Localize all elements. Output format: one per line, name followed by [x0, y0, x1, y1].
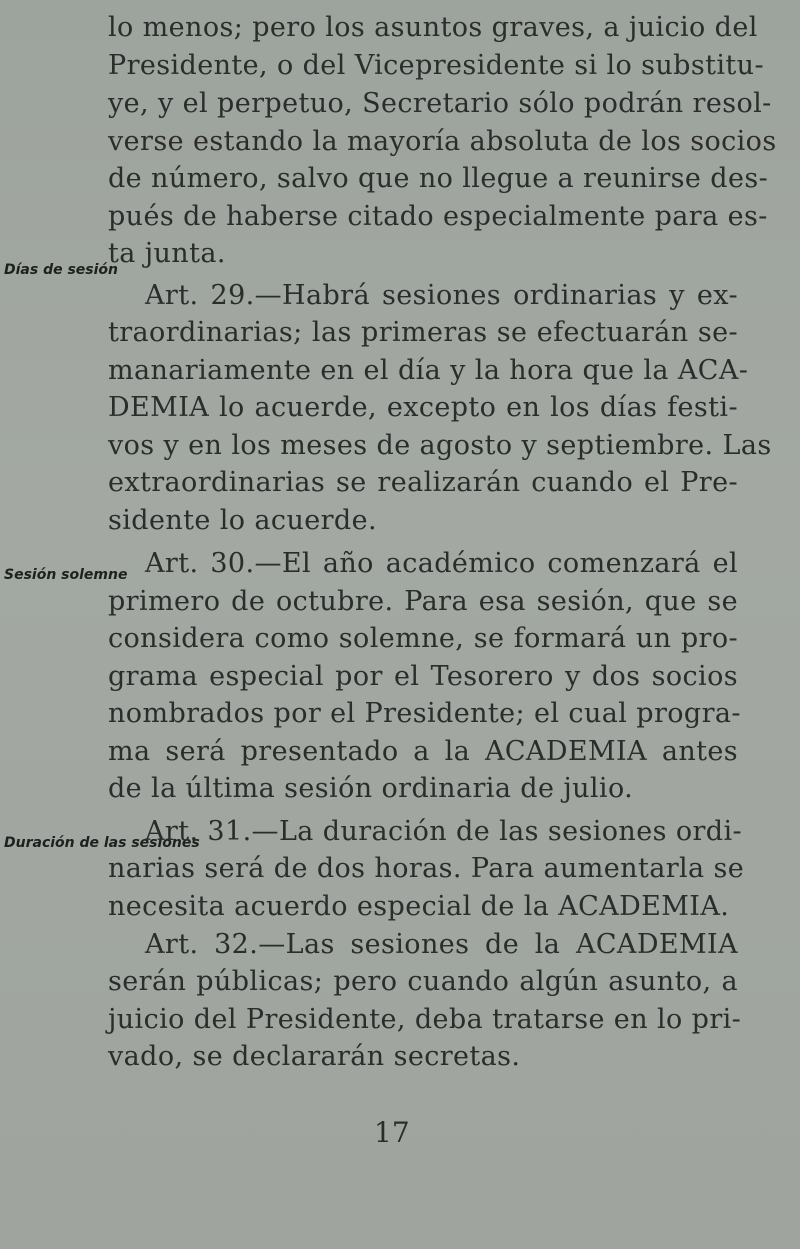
article-heading-line: Art. 29.—Habrá sesiones ordinarias y ex- — [145, 280, 738, 311]
text-line: vado, se declararán secretas. — [108, 1041, 521, 1072]
article-heading-line: Art. 31.—La duración de las sesiones ordi- — [145, 816, 743, 847]
text-line: manariamente en el día y la hora que la ACA- — [108, 355, 749, 386]
article-heading-line: Art. 32.—Las sesiones de la ACADEMIA — [145, 929, 738, 960]
article-heading-line: Art. 30.—El año académico comenzará el — [145, 548, 738, 579]
text-line: traordinarias; las primeras se efectuarán se- — [108, 317, 738, 348]
text-line: ye, y el perpetuo, Secretario sólo podrán resol- — [108, 88, 772, 119]
margin-note-sesion-solemne: Sesión solemne — [4, 567, 128, 583]
text-line: ta junta. — [108, 238, 226, 269]
text-line: DEMIA lo acuerde, excepto en los días festi- — [108, 392, 738, 423]
text-line: narias será de dos horas. Para aumentarla se — [108, 853, 745, 884]
text-line: ma será presentado a la ACADEMIA antes — [108, 736, 738, 767]
text-line: lo menos; pero los asuntos graves, a juicio del — [108, 12, 758, 43]
text-line: pués de haberse citado especialmente para es- — [108, 201, 768, 232]
text-line: sidente lo acuerde. — [108, 505, 377, 536]
text-line: necesita acuerdo especial de la ACADEMIA. — [108, 891, 730, 922]
text-line: serán públicas; pero cuando algún asunto, a — [108, 966, 738, 997]
text-line: grama especial por el Tesorero y dos socios — [108, 661, 738, 692]
page-number: 17 — [374, 1116, 410, 1149]
text-line: considera como solemne, se formará un pro- — [108, 623, 738, 654]
text-line: vos y en los meses de agosto y septiembre. Las — [108, 430, 772, 461]
text-line: extraordinarias se realizarán cuando el Pre- — [108, 467, 738, 498]
text-line: Presidente, o del Vicepresidente si lo substitu- — [108, 50, 764, 81]
text-line: primero de octubre. Para esa sesión, que se — [108, 586, 738, 617]
text-line: juicio del Presidente, deba tratarse en lo pri- — [108, 1004, 742, 1035]
margin-note-dias-de-sesion: Días de sesión — [4, 262, 119, 278]
margin-note-duracion-de-las-sesiones: Duración de las sesiones — [4, 835, 200, 851]
text-line: nombrados por el Presidente; el cual progra- — [108, 698, 741, 729]
text-line: de número, salvo que no llegue a reunirse des- — [108, 163, 769, 194]
text-line: de la última sesión ordinaria de julio. — [108, 773, 634, 804]
text-line: verse estando la mayoría absoluta de los socios — [108, 126, 777, 157]
